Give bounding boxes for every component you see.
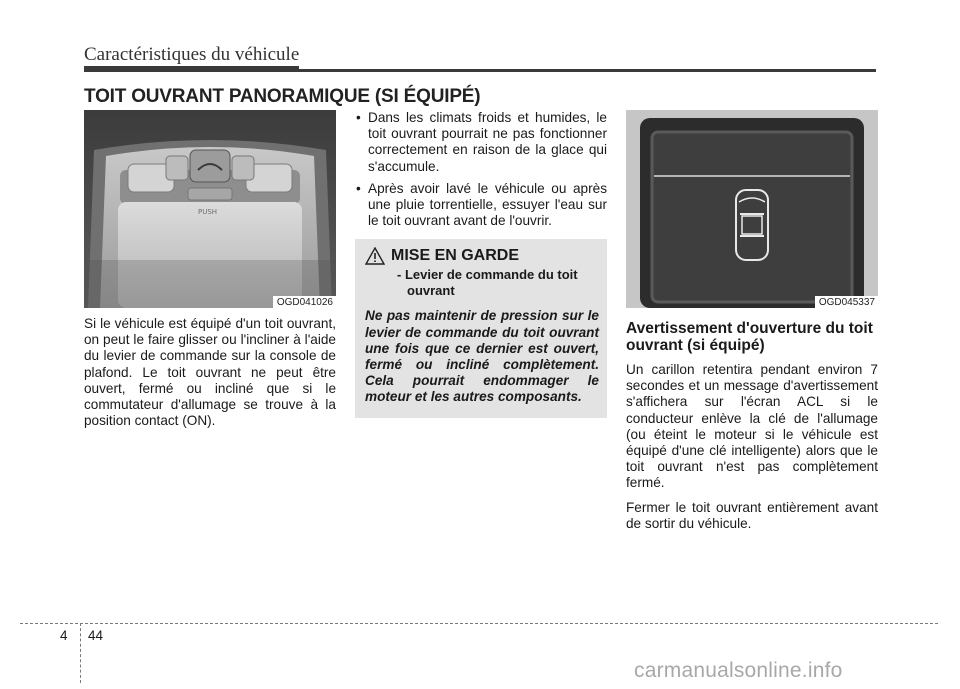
photo-caption: OGD045337 bbox=[815, 296, 878, 308]
push-label: PUSH bbox=[198, 208, 218, 216]
caution-title: MISE EN GARDE bbox=[391, 247, 520, 265]
chapter-number: 4 bbox=[60, 628, 68, 643]
bullet-item: • Après avoir lavé le véhicule ou après une pluie torrentielle, essuyer l'eau sur le toit ouvrant avant de l'ouvrir. bbox=[355, 181, 607, 230]
column-left bbox=[84, 110, 336, 429]
caution-subtitle: - Levier de commande du toit ouvrant bbox=[397, 267, 578, 298]
warning-paragraph: Un carillon retentira pendant environ 7 secondes et un message d'avertissement s'affichera sur l'écran ACL si le conducteur enlève la clé de l'allumage (ou éteint le moteur si le véhicule est équipé d'une clé intelligente) alors que le toit ouvrant n'est pas complètement fermé. bbox=[626, 362, 878, 491]
header-rule bbox=[84, 69, 876, 72]
page-title: TOIT OUVRANT PANORAMIQUE (SI ÉQUIPÉ) bbox=[84, 86, 481, 107]
photo-caption: OGD041026 bbox=[273, 296, 336, 308]
caution-box bbox=[355, 239, 607, 417]
closing-paragraph: Fermer le toit ouvrant entièrement avant de sortir du véhicule. bbox=[626, 499, 878, 531]
section-header: Caractéristiques du véhicule bbox=[84, 44, 300, 65]
column-middle bbox=[355, 110, 607, 418]
overhead-console-photo bbox=[84, 110, 336, 308]
caution-header bbox=[365, 247, 599, 265]
bullet-list bbox=[355, 110, 607, 229]
page-number: 44 bbox=[88, 628, 104, 643]
cluster-display-illustration bbox=[626, 110, 878, 308]
overhead-console-illustration bbox=[84, 110, 336, 308]
footer-rule bbox=[20, 623, 938, 624]
column-right bbox=[626, 110, 878, 540]
bullet-item: • Dans les climats froids et humides, le toit ouvrant pourrait ne pas fonctionner correctement en raison de la glace qui s'accumule. bbox=[355, 110, 607, 175]
cluster-warning-photo bbox=[626, 110, 878, 308]
intro-paragraph: Si le véhicule est équipé d'un toit ouvrant, on peut le faire glisser ou l'incliner à l'aide du levier de commande sur la console de plafond. Le toit ouvrant ne peut être ouvert, fermé ou incliné que si le commutateur d'allumage se trouve à la position contact (ON). bbox=[84, 316, 336, 429]
section-subheading: Avertissement d'ouverture du toit ouvrant (si équipé) bbox=[626, 320, 873, 354]
watermark: carmanualsonline.info bbox=[634, 659, 843, 682]
warning-triangle-icon bbox=[365, 247, 385, 265]
footer-divider bbox=[80, 623, 81, 683]
caution-text: Ne pas maintenir de pression sur le levier de commande du toit ouvrant une fois que ce dernier est ouvert, fermé ou incliné complètement. Cela pourrait endommager le moteur et les autres composants. bbox=[365, 308, 599, 405]
